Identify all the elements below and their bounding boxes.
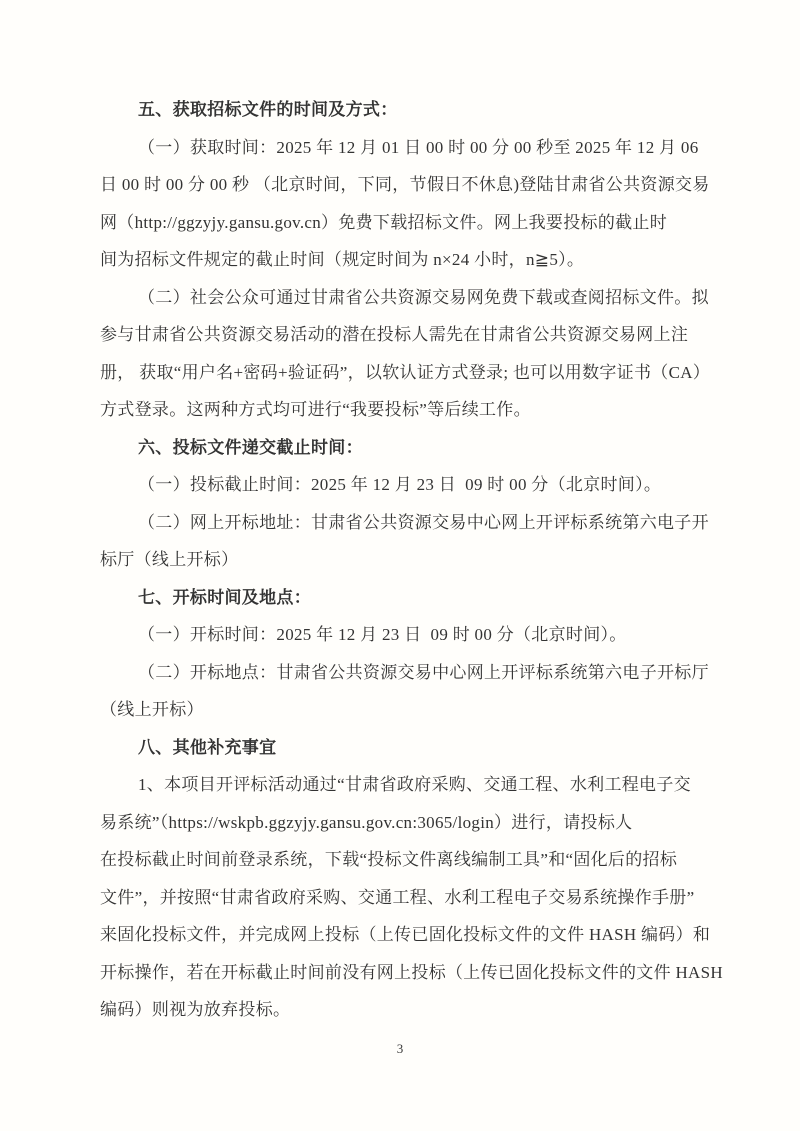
- text-line: 在投标截止时间前登录系统，下载“投标文件离线编制工具”和“固化后的招标: [100, 850, 678, 869]
- text-line: 日 00 时 00 分 00 秒 （北京时间，下同，节假日不休息)登陆甘肃省公共资源交易: [100, 175, 710, 194]
- text-line: 编码）则视为放弃投标。: [100, 1000, 291, 1019]
- text-line: 标厅（线上开标）: [100, 550, 239, 569]
- text-line: 网（http://ggzyjy.gansu.gov.cn）免费下载招标文件。网上我要投标的截止时: [100, 212, 668, 232]
- text-line: （二）开标地点：甘肃省公共资源交易中心网上开评标系统第六电子开标厅: [138, 662, 709, 682]
- document-content: [100, 91, 723, 1029]
- text-line: 参与甘肃省公共资源交易活动的潜在投标人需先在甘肃省公共资源交易网上注: [100, 325, 689, 344]
- text-line: 册， 获取“用户名+密码+验证码”，以软认证方式登录; 也可以用数字证书（CA）: [100, 362, 711, 382]
- text-line: （一）获取时间：2025 年 12 月 01 日 00 时 00 分 00 秒至 2025 年 12 月 06: [138, 137, 699, 157]
- section-heading: 八、其他补充事宜: [138, 737, 277, 757]
- text-line: （二）网上开标地址：甘肃省公共资源交易中心网上开评标系统第六电子开: [138, 512, 709, 532]
- text-line: 1、本项目开评标活动通过“甘肃省政府采购、交通工程、水利工程电子交: [138, 775, 691, 794]
- text-line: （二）社会公众可通过甘肃省公共资源交易网免费下载或查阅招标文件。拟: [138, 287, 709, 307]
- text-line: （线上开标）: [100, 700, 204, 719]
- text-line: 易系统”（https://wskpb.ggzyjy.gansu.gov.cn:3065/login）进行，请投标人: [100, 812, 633, 832]
- section-heading: 七、开标时间及地点：: [138, 587, 311, 607]
- text-line: 方式登录。这两种方式均可进行“我要投标”等后续工作。: [100, 400, 531, 419]
- text-line: （一）开标时间：2025 年 12 月 23 日 09 时 00 分（北京时间）。: [138, 625, 627, 644]
- text-line: 来固化投标文件，并完成网上投标（上传已固化投标文件的文件 HASH 编码）和: [100, 925, 711, 944]
- text-line: 间为招标文件规定的截止时间（规定时间为 n×24 小时，n≧5）。: [100, 250, 585, 269]
- text-line: （一）投标截止时间：2025 年 12 月 23 日 09 时 00 分（北京时间）。: [138, 475, 662, 494]
- text-line: 文件”，并按照“甘肃省政府采购、交通工程、水利工程电子交易系统操作手册”: [100, 887, 695, 907]
- section-heading: 六、投标文件递交截止时间：: [138, 437, 363, 457]
- section-heading: 五、获取招标文件的时间及方式：: [138, 100, 398, 119]
- text-line: 开标操作，若在开标截止时间前没有网上投标（上传已固化投标文件的文件 HASH: [100, 962, 723, 982]
- page-number: 3: [396, 1041, 404, 1056]
